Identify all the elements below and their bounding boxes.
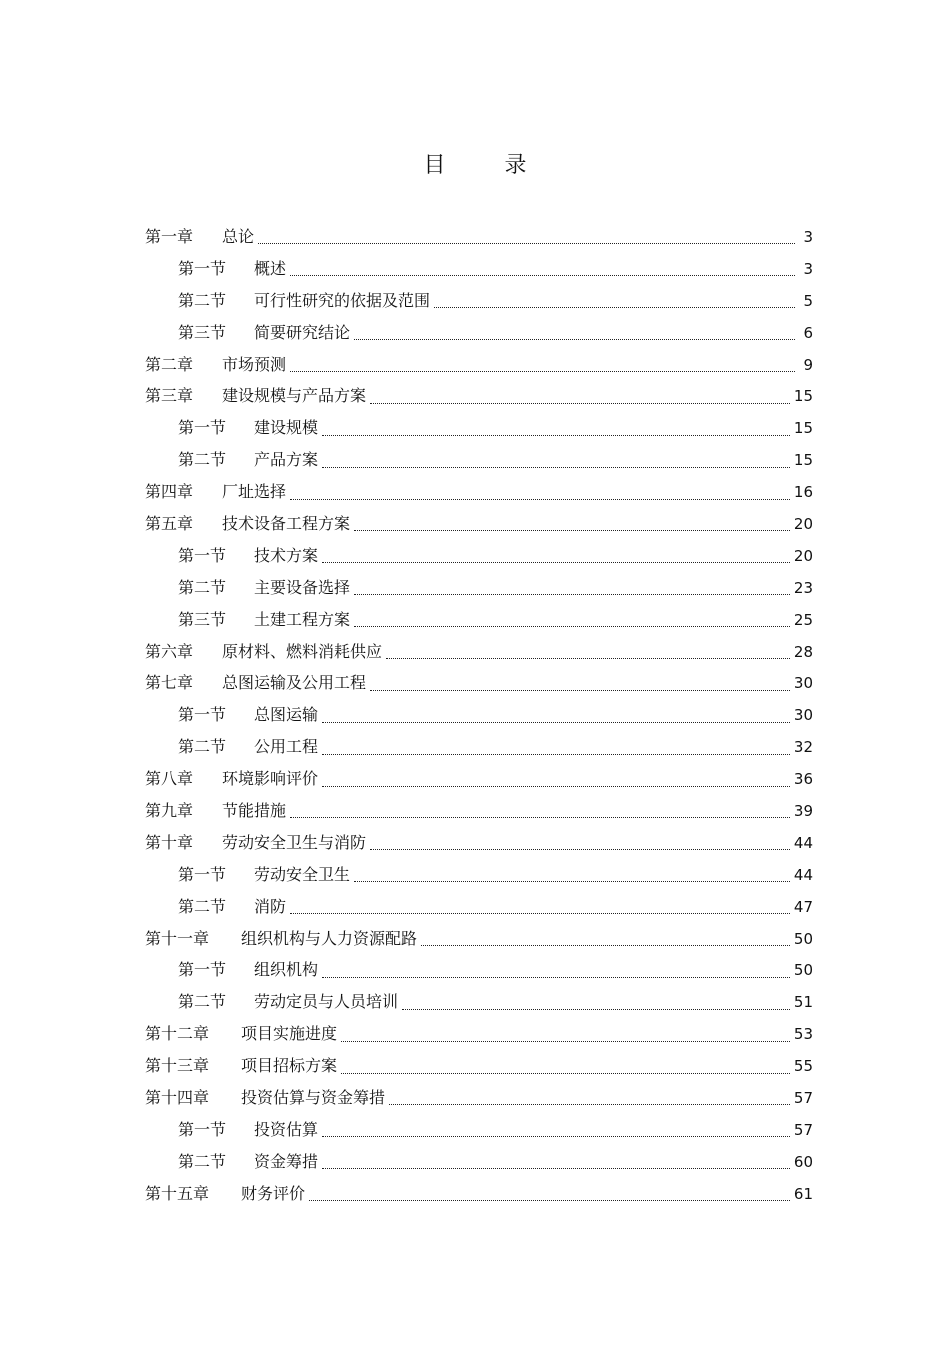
toc-entry-title: 建设规模 <box>254 418 319 438</box>
dot-leader <box>322 1136 790 1137</box>
dot-leader <box>421 945 790 946</box>
toc-entry-title: 组织机构与人力资源配路 <box>241 928 418 948</box>
toc-entry-title: 组织机构 <box>254 960 319 980</box>
toc-entry-page-number: 50 <box>793 961 813 980</box>
toc-section-entry[interactable] <box>145 954 813 986</box>
toc-entry-title: 项目招标方案 <box>241 1056 338 1076</box>
page-title: 目 录 <box>423 153 553 178</box>
toc-section-entry[interactable] <box>145 986 813 1018</box>
dot-leader <box>354 339 795 340</box>
dot-leader <box>370 849 790 850</box>
toc-entry-page-number: 23 <box>793 578 813 597</box>
toc-entry-number: 第十四章 <box>145 1087 210 1107</box>
toc-entry-page-number: 20 <box>793 514 813 533</box>
toc-entry-number: 第七章 <box>145 673 194 693</box>
dot-leader <box>309 1200 790 1201</box>
dot-leader <box>322 754 790 755</box>
toc-entry-title: 投资估算与资金筹措 <box>241 1087 386 1107</box>
toc-entry-title: 市场预测 <box>222 354 287 374</box>
toc-entry-number: 第一节 <box>178 418 227 438</box>
toc-entry-title: 投资估算 <box>254 1119 319 1139</box>
toc-entry-title: 简要研究结论 <box>254 322 351 342</box>
toc-chapter-entry[interactable] <box>145 1082 813 1114</box>
toc-entry-number: 第三节 <box>178 609 227 629</box>
toc-entry-number: 第二节 <box>178 450 227 470</box>
toc-entry-title: 财务评价 <box>241 1183 306 1203</box>
dot-leader <box>290 817 790 818</box>
toc-chapter-entry[interactable] <box>145 349 813 381</box>
dot-leader <box>434 307 795 308</box>
toc-entry-number: 第六章 <box>145 641 194 661</box>
toc-chapter-entry[interactable] <box>145 380 813 412</box>
toc-entry-number: 第八章 <box>145 769 194 789</box>
toc-entry-number: 第二章 <box>145 354 194 374</box>
toc-entry-page-number: 57 <box>793 1088 813 1107</box>
toc-entry-title: 节能措施 <box>222 800 287 820</box>
toc-section-entry[interactable] <box>145 253 813 285</box>
toc-entry-title: 资金筹措 <box>254 1151 319 1171</box>
dot-leader <box>290 371 795 372</box>
toc-entry-page-number: 20 <box>793 546 813 565</box>
toc-entry-number: 第一节 <box>178 864 227 884</box>
toc-entry-page-number: 57 <box>793 1120 813 1139</box>
toc-section-entry[interactable] <box>145 540 813 572</box>
toc-entry-title: 原材料、燃料消耗供应 <box>222 641 383 661</box>
toc-section-entry[interactable] <box>145 285 813 317</box>
toc-entry-page-number: 44 <box>793 865 813 884</box>
toc-entry-page-number: 44 <box>793 833 813 852</box>
toc-section-entry[interactable] <box>145 1114 813 1146</box>
toc-entry-page-number: 39 <box>793 801 813 820</box>
toc-entry-page-number: 47 <box>793 897 813 916</box>
toc-entry-page-number: 28 <box>793 642 813 661</box>
dot-leader <box>354 594 790 595</box>
toc-entry-title: 可行性研究的依据及范围 <box>254 290 431 310</box>
toc-entry-page-number: 30 <box>793 706 813 725</box>
toc-entry-number: 第三章 <box>145 386 194 406</box>
toc-entry-number: 第九章 <box>145 800 194 820</box>
dot-leader <box>322 977 790 978</box>
toc-chapter-entry[interactable] <box>145 1050 813 1082</box>
toc-entry-title: 总论 <box>222 226 255 246</box>
toc-entry-title: 技术设备工程方案 <box>222 513 351 533</box>
toc-entry-number: 第一节 <box>178 258 227 278</box>
table-of-contents <box>145 221 813 1210</box>
toc-section-entry[interactable] <box>145 1146 813 1178</box>
toc-entry-title: 土建工程方案 <box>254 609 351 629</box>
toc-chapter-entry[interactable] <box>145 795 813 827</box>
toc-entry-number: 第一节 <box>178 1119 227 1139</box>
toc-entry-title: 主要设备选择 <box>254 577 351 597</box>
dot-leader <box>258 243 795 244</box>
dot-leader <box>341 1073 790 1074</box>
toc-entry-number: 第二节 <box>178 1151 227 1171</box>
toc-chapter-entry[interactable] <box>145 923 813 955</box>
toc-entry-number: 第一节 <box>178 705 227 725</box>
toc-entry-page-number: 3 <box>803 227 813 246</box>
dot-leader <box>290 499 790 500</box>
dot-leader <box>389 1104 790 1105</box>
toc-entry-page-number: 9 <box>803 355 813 374</box>
dot-leader <box>341 1041 790 1042</box>
dot-leader <box>402 1009 790 1010</box>
toc-entry-page-number: 55 <box>793 1057 813 1076</box>
toc-entry-title: 总图运输 <box>254 705 319 725</box>
toc-entry-title: 公用工程 <box>254 737 319 757</box>
toc-chapter-entry[interactable] <box>145 221 813 253</box>
toc-entry-number: 第二节 <box>178 290 227 310</box>
toc-entry-title: 概述 <box>254 258 287 278</box>
dot-leader <box>322 562 790 563</box>
dot-leader <box>322 786 790 787</box>
toc-chapter-entry[interactable] <box>145 1178 813 1210</box>
toc-entry-title: 项目实施进度 <box>241 1024 338 1044</box>
dot-leader <box>322 722 790 723</box>
toc-entry-title: 产品方案 <box>254 450 319 470</box>
dot-leader <box>370 403 790 404</box>
toc-entry-number: 第十五章 <box>145 1183 210 1203</box>
toc-entry-page-number: 25 <box>793 610 813 629</box>
dot-leader <box>386 658 790 659</box>
toc-entry-page-number: 30 <box>793 674 813 693</box>
toc-entry-number: 第二节 <box>178 896 227 916</box>
toc-section-entry[interactable] <box>145 444 813 476</box>
toc-section-entry[interactable] <box>145 572 813 604</box>
toc-entry-number: 第二节 <box>178 992 227 1012</box>
toc-entry-number: 第三节 <box>178 322 227 342</box>
toc-entry-number: 第十章 <box>145 832 194 852</box>
toc-section-entry[interactable] <box>145 604 813 636</box>
toc-entry-number: 第十一章 <box>145 928 210 948</box>
toc-entry-number: 第二节 <box>178 737 227 757</box>
toc-entry-page-number: 36 <box>793 770 813 789</box>
toc-chapter-entry[interactable] <box>145 636 813 668</box>
toc-entry-number: 第二节 <box>178 577 227 597</box>
toc-entry-page-number: 15 <box>793 419 813 438</box>
toc-entry-title: 消防 <box>254 896 287 916</box>
dot-leader <box>370 690 790 691</box>
toc-entry-number: 第十三章 <box>145 1056 210 1076</box>
toc-entry-number: 第一节 <box>178 960 227 980</box>
dot-leader <box>322 467 790 468</box>
dot-leader <box>322 1168 790 1169</box>
toc-entry-page-number: 16 <box>793 483 813 502</box>
dot-leader <box>290 275 795 276</box>
toc-section-entry[interactable] <box>145 317 813 349</box>
toc-entry-title: 总图运输及公用工程 <box>222 673 367 693</box>
toc-entry-page-number: 15 <box>793 451 813 470</box>
toc-entry-page-number: 15 <box>793 387 813 406</box>
toc-entry-page-number: 6 <box>803 323 813 342</box>
toc-chapter-entry[interactable] <box>145 827 813 859</box>
dot-leader <box>354 881 790 882</box>
dot-leader <box>354 626 790 627</box>
toc-entry-number: 第一章 <box>145 226 194 246</box>
toc-chapter-entry[interactable] <box>145 667 813 699</box>
toc-entry-title: 劳动定员与人员培训 <box>254 992 399 1012</box>
toc-chapter-entry[interactable] <box>145 763 813 795</box>
toc-entry-number: 第十二章 <box>145 1024 210 1044</box>
toc-entry-title: 劳动安全卫生 <box>254 864 351 884</box>
toc-entry-title: 厂址选择 <box>222 482 287 502</box>
dot-leader <box>322 435 790 436</box>
toc-entry-title: 技术方案 <box>254 545 319 565</box>
toc-entry-title: 建设规模与产品方案 <box>222 386 367 406</box>
toc-section-entry[interactable] <box>145 731 813 763</box>
toc-entry-page-number: 53 <box>793 1025 813 1044</box>
toc-entry-title: 环境影响评价 <box>222 769 319 789</box>
toc-entry-page-number: 5 <box>803 291 813 310</box>
toc-entry-number: 第一节 <box>178 545 227 565</box>
toc-entry-page-number: 60 <box>793 1152 813 1171</box>
toc-entry-number: 第四章 <box>145 482 194 502</box>
toc-entry-page-number: 50 <box>793 929 813 948</box>
toc-section-entry[interactable] <box>145 859 813 891</box>
toc-chapter-entry[interactable] <box>145 476 813 508</box>
toc-entry-number: 第五章 <box>145 513 194 533</box>
toc-entry-page-number: 61 <box>793 1184 813 1203</box>
toc-section-entry[interactable] <box>145 699 813 731</box>
toc-section-entry[interactable] <box>145 412 813 444</box>
dot-leader <box>354 530 790 531</box>
toc-chapter-entry[interactable] <box>145 508 813 540</box>
toc-entry-title: 劳动安全卫生与消防 <box>222 832 367 852</box>
toc-chapter-entry[interactable] <box>145 1018 813 1050</box>
toc-entry-page-number: 51 <box>793 993 813 1012</box>
toc-entry-page-number: 32 <box>793 738 813 757</box>
toc-entry-page-number: 3 <box>803 259 813 278</box>
dot-leader <box>290 913 790 914</box>
toc-section-entry[interactable] <box>145 891 813 923</box>
